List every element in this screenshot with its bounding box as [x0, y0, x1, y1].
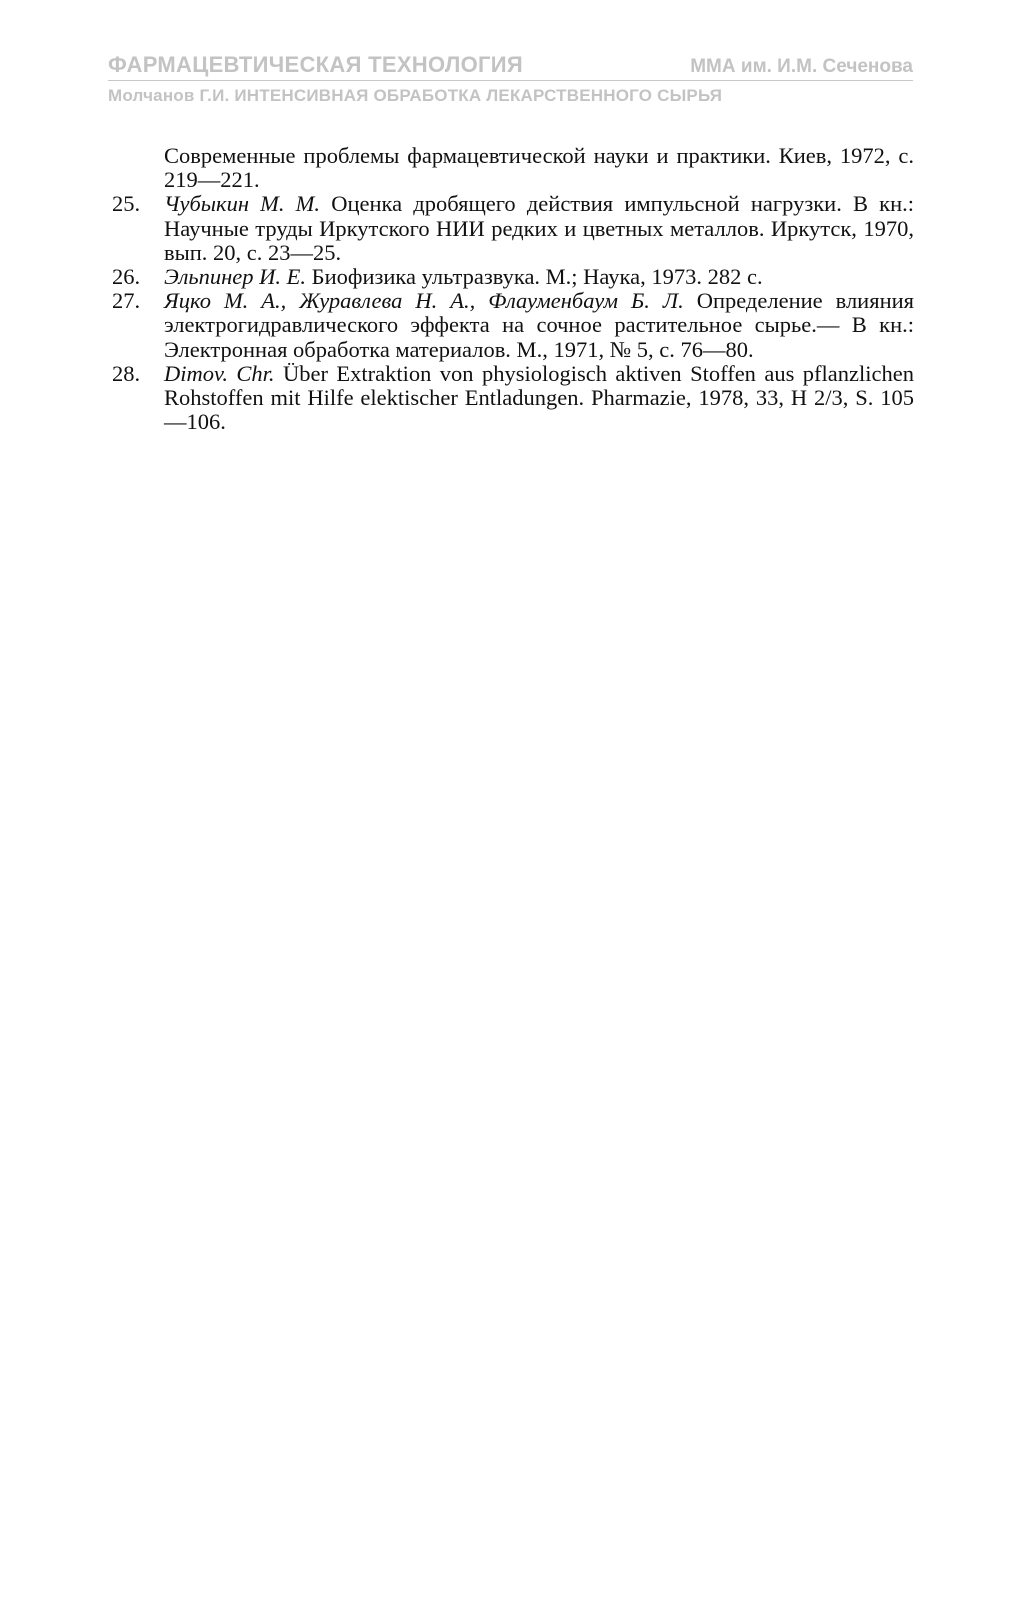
reference-authors: Эльпинер И. Е. [164, 264, 307, 290]
reference-number: 27. [112, 288, 141, 314]
reference-number: 26. [112, 264, 141, 290]
reference-continuation [112, 144, 914, 192]
reference-body: Über Extraktion von physiologisch aktiven Stoffen aus pflanzlichen Rohstoffen mit Hilfe elektischer Entladungen. Pharmazie, 1978, 33, H 2/3, S. 105—106. [164, 360, 914, 435]
reference-number: 25. [112, 191, 141, 217]
header-title: ФАРМАЦЕВТИЧЕСКАЯ ТЕХНОЛОГИЯ [108, 52, 524, 77]
reference-item-27 [112, 289, 914, 362]
reference-authors: Яцко М. А., Журавлева Н. А., Флауменбаум Б. Л. [164, 288, 684, 314]
reference-body: Оценка дробящего действия импульсной нагрузки. В кн.: Научные труды Иркутского НИИ редких и цветных металлов. Иркутск, 1970, вып. 20, с. 23—25. [164, 191, 914, 265]
reference-authors: Чубыкин М. М. [164, 191, 321, 217]
reference-number: 28. [112, 360, 141, 386]
reference-text [164, 192, 914, 265]
reference-body: Определение влияния электрогидравлического эффекта на сочное растительное сырье.— В кн.: Электронная обработка материалов. М., 1971, № 5, с. 76—80. [164, 288, 915, 362]
header-subtitle: Молчанов Г.И. ИНТЕНСИВНАЯ ОБРАБОТКА ЛЕКАРСТВЕННОГО СЫРЬЯ [108, 86, 723, 105]
reference-item-25 [112, 192, 914, 265]
reference-item-26 [112, 265, 914, 289]
reference-body: Биофизика ультразвука. М.; Наука, 1973. 282 с. [306, 264, 763, 290]
reference-authors: Dimov. Chr. [164, 360, 275, 386]
reference-item-28 [112, 362, 914, 435]
reference-text [164, 144, 914, 192]
reference-text [164, 289, 914, 362]
header-top-row [108, 52, 913, 81]
reference-list [112, 144, 914, 434]
header-publisher: ММА им. И.М. Сеченова [690, 56, 913, 77]
running-header [108, 52, 913, 106]
reference-text [164, 265, 914, 289]
reference-text [164, 362, 914, 435]
reference-body: Современные проблемы фармацевтической науки и практики. Киев, 1972, с. 219—221. [164, 143, 914, 193]
